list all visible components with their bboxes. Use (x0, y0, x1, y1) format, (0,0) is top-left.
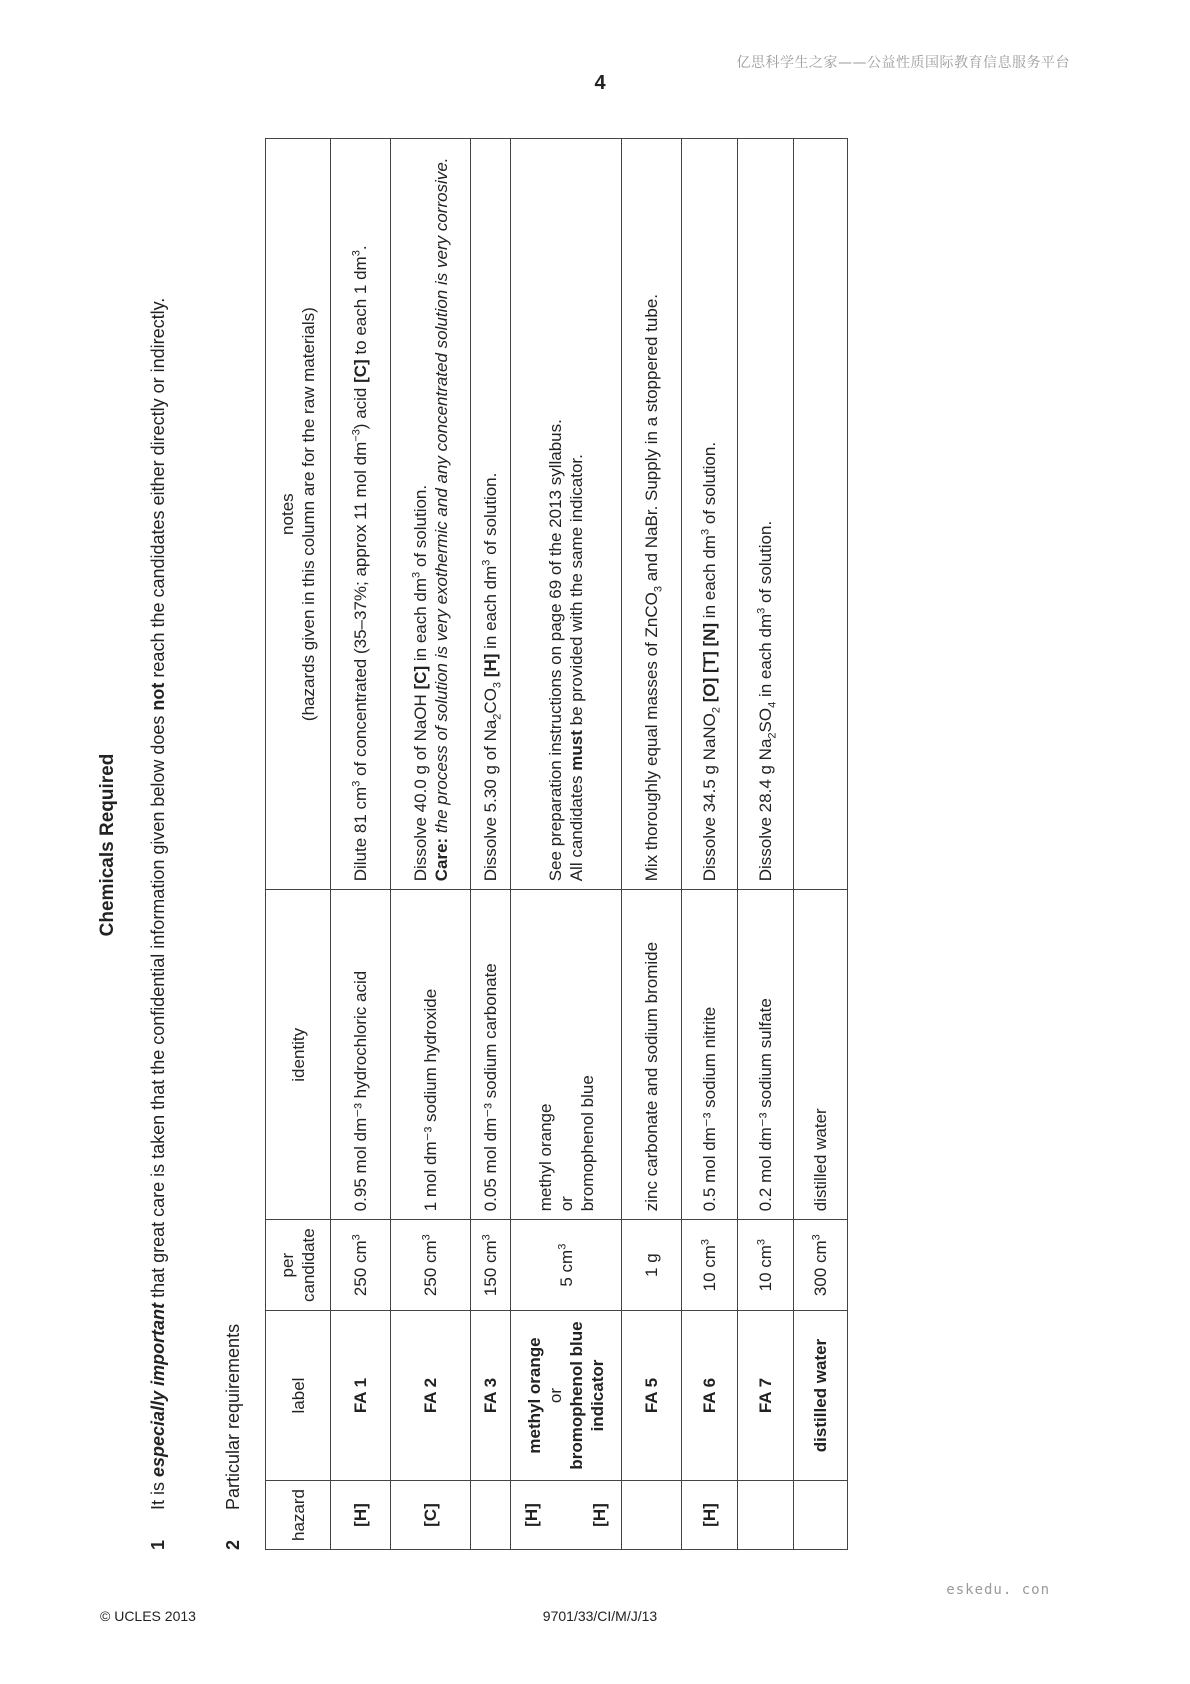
notes-cell: Dissolve 5.30 g of $Na_2CO_3$ [H] in each $dm^3$ of solution. (471, 139, 511, 890)
notes-cell (794, 139, 848, 890)
table-row (794, 139, 848, 1550)
identity-cell: 0.2 mol dm⁻³ sodium sulfate (738, 890, 794, 1220)
instruction-text: It is especially important that great care is taken that the confidential information given below does not reach the candidates either directly or indirectly. (148, 297, 168, 1510)
page-title: Chemicals Required (97, 753, 118, 937)
chemicals-table (265, 138, 848, 1550)
notes-cell: See preparation instructions on page 69 of the 2013 syllabus. All candidates must be provided with the same indicator. (511, 139, 622, 890)
hazard-cell: [C] (391, 1481, 471, 1550)
notes-cell: Dissolve 28.4 g $Na_2SO_4$ in each $dm^3$ of solution. (738, 139, 794, 890)
per-candidate-cell: 10 $cm^3$ (682, 1220, 738, 1311)
header-hazard: hazard (266, 1481, 331, 1550)
emphasis: especially important (148, 1302, 168, 1477)
label-cell: methyl orange or bromophenol blue indicator (511, 1311, 622, 1481)
hazard-cell (738, 1481, 794, 1550)
item-number: 1 (148, 1539, 168, 1550)
label-cell: FA 6 (682, 1311, 738, 1481)
hazard-cell: [H] (682, 1481, 738, 1550)
per-candidate-cell: 5 $cm^3$ (511, 1220, 622, 1311)
per-candidate-cell: 1 g (622, 1220, 682, 1311)
notes-cell: Mix thoroughly equal masses of ZnCO$_3$ and NaBr. Supply in a stoppered tube. (622, 139, 682, 890)
label-cell: FA 3 (471, 1311, 511, 1481)
label-cell: FA 7 (738, 1311, 794, 1481)
notes-cell: Dissolve 34.5 g NaNO$_2$ [O] [T] [N] in each $dm^3$ of solution. (682, 139, 738, 890)
table-row (682, 139, 738, 1550)
table-row (471, 139, 511, 1550)
identity-cell: 0.05 mol dm⁻³ sodium carbonate (471, 890, 511, 1220)
header-watermark: 亿思科学生之家——公益性质国际教育信息服务平台 (736, 55, 1070, 71)
per-candidate-cell: 250 $cm^3$ (331, 1220, 391, 1311)
per-candidate-cell: 250 $cm^3$ (391, 1220, 471, 1311)
identity-cell: zinc carbonate and sodium bromide (622, 890, 682, 1220)
footer-copyright: © UCLES 2013 (100, 1608, 196, 1624)
identity-cell: distilled water (794, 890, 848, 1220)
hazard-cell: [H] (331, 1481, 391, 1550)
identity-cell: 0.95 mol dm⁻³ hydrochloric acid (331, 890, 391, 1220)
per-candidate-cell: 150 $cm^3$ (471, 1220, 511, 1311)
table-row (738, 139, 794, 1550)
table-row (391, 139, 471, 1550)
footer-code: 9701/33/CI/M/J/13 (542, 1608, 658, 1624)
label-cell: FA 5 (622, 1311, 682, 1481)
identity-cell: 1 mol dm⁻³ sodium hydroxide (391, 890, 471, 1220)
label-cell: distilled water (794, 1311, 848, 1481)
hazard-cell (471, 1481, 511, 1550)
label-cell: FA 2 (391, 1311, 471, 1481)
hazard-cell: [H] [H] (511, 1481, 622, 1550)
rotated-content (85, 120, 900, 1570)
identity-cell: 0.5 mol dm⁻³ sodium nitrite (682, 890, 738, 1220)
table-header-row (266, 139, 331, 1550)
not-emphasis: not (148, 682, 168, 711)
instruction-text: Particular requirements (223, 1323, 243, 1510)
table-row (622, 139, 682, 1550)
header-per-candidate: per candidate (266, 1220, 331, 1311)
identity-cell: methyl orange or bromophenol blue (511, 890, 622, 1220)
label-cell: FA 1 (331, 1311, 391, 1481)
footer-watermark: eskedu. con (946, 1582, 1050, 1598)
page-number: 4 (594, 72, 606, 94)
per-candidate-cell: 10 $cm^3$ (738, 1220, 794, 1311)
header-identity: identity (266, 890, 331, 1220)
notes-cell: Dissolve 40.0 g of NaOH [C] in each $dm^3$ of solution. Care: the process of solution is very exothermic and any concentrated solution is very corrosive. (391, 139, 471, 890)
hazard-cell (794, 1481, 848, 1550)
notes-cell: Dilute 81 $cm^3$ of concentrated (35–37%; approx 11 mol $dm^{-3}$) acid [C] to each 1 $dm^3$. (331, 139, 391, 890)
header-notes: notes (hazards given in this column are for the raw materials) (266, 139, 331, 890)
table-row (511, 139, 622, 1550)
table-row (331, 139, 391, 1550)
per-candidate-cell: 300 $cm^3$ (794, 1220, 848, 1311)
header-label: label (266, 1311, 331, 1481)
item-number: 2 (223, 1539, 243, 1550)
hazard-cell (622, 1481, 682, 1550)
